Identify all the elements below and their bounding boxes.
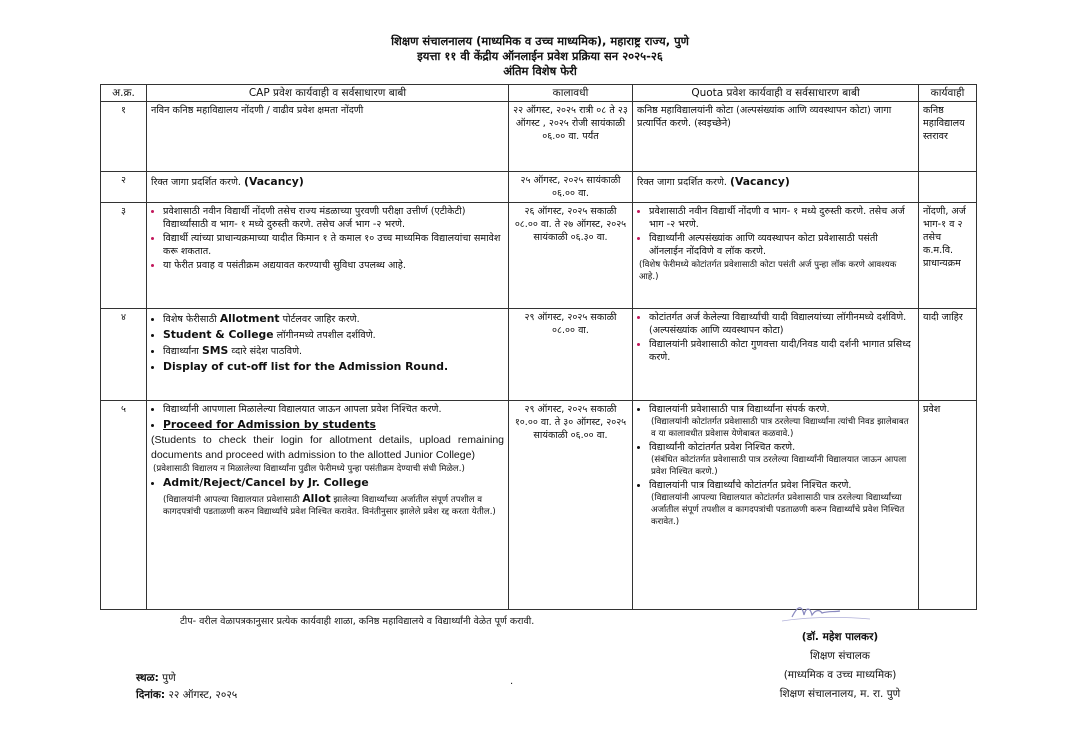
col-header-action: कार्यवाही bbox=[919, 85, 977, 102]
list-item: • विद्यालयांनी प्रवेशासाठी पात्र विद्यार्थ्यांना संपर्क करणे. (विद्यालयांनी कोटांतर्गत प्रवेशासाठी पात्र ठरलेल्या विद्यार्थ्यांना त्यांची निवड झालेबाबत व या कालावधीत प्रवेशास येणेबाबत कळवावे.) bbox=[649, 403, 914, 440]
row-cap bbox=[147, 401, 509, 610]
quota-list bbox=[637, 205, 914, 258]
list-item: • प्रवेशासाठी नवीन विद्यार्थी नोंदणी व भाग- १ मध्ये दुरुस्ती करणे. तसेच अर्ज भाग -२ भरणे. bbox=[649, 205, 914, 231]
list-item: • विद्यार्थी त्यांच्या प्राधान्यक्रमाच्या यादीत किमान १ ते कमाल १० उच्च माध्यमिक विद्यालयांचा समावेश करू शकतात. bbox=[163, 232, 504, 258]
list-item: • या फेरीत प्रवाह व पसंतीक्रम अद्ययावत करण्याची सुविधा उपलब्ध आहे. bbox=[163, 259, 504, 272]
col-header-quota: Quota प्रवेश कार्यवाही व सर्वसाधारण बाबी bbox=[633, 85, 919, 102]
date-line: दिनांक: २२ ऑगस्ट, २०२५ bbox=[136, 689, 238, 701]
cap-list-2 bbox=[151, 475, 504, 490]
quota-list bbox=[637, 403, 914, 528]
row-action bbox=[919, 172, 977, 203]
list-item: • विद्यार्थ्यांनी आपणाला मिळालेल्या विद्यालयात जाऊन आपला प्रवेश निश्चित करणे. bbox=[163, 403, 504, 416]
list-item: • विद्यार्थ्यांनी कोटांतर्गत प्रवेश निश्चित करणे. (संबंधित कोटांतर्गत प्रवेशासाठी पात्र ठरलेल्या विद्यार्थ्यांनी विद्यालयात जाऊन आपला प्रवेश निश्चित करणे.) bbox=[649, 441, 914, 478]
cap-note: (विद्यालयांनी आपल्या विद्यालयात प्रवेशासाठी Allot झालेल्या विद्यार्थ्यांच्या अर्जातील संपूर्ण तपशील व कागदपत्रांची पडताळणी करुन विद्यार्थ्यांचे प्रवेश निश्चित करावेत. विनंतीनुसार झालेले प्रवेश रद्द करता येतील.) bbox=[163, 492, 496, 517]
vacancy-text: रिक्त जागा प्रदर्शित करणे. bbox=[637, 177, 727, 188]
list-item: • विद्यालयांनी पात्र विद्यार्थ्यांचे कोटांतर्गत प्रवेश निश्चित करणे. (विद्यालयांनी आपल्या विद्यालयात कोटांतर्गत प्रवेशासाठी पात्र ठरलेल्या विद्यार्थ्यांच्या अर्जातील संपूर्ण तपशील व कागदपत्रांची पडताळणी करुन विद्यार्थ्यांचे प्रवेश निश्चित करावेत.) bbox=[649, 479, 914, 528]
schedule-table bbox=[100, 84, 977, 610]
row-sr: ३ bbox=[101, 203, 147, 309]
signatory-office: शिक्षण संचालनालय, म. रा. पुणे bbox=[779, 688, 901, 700]
vacancy-text: रिक्त जागा प्रदर्शित करणे. bbox=[151, 177, 241, 188]
col-header-cap: CAP प्रवेश कार्यवाही व सर्वसाधारण बाबी bbox=[147, 85, 509, 102]
row-cap bbox=[147, 203, 509, 309]
signatory-title: शिक्षण संचालक bbox=[810, 650, 870, 662]
row-sr: २ bbox=[101, 172, 147, 203]
table-row bbox=[101, 309, 977, 401]
row-sr: ४ bbox=[101, 309, 147, 401]
list-item: • विद्यार्थ्यांनी अल्पसंख्यांक आणि व्यवस्थापन कोटा प्रवेशासाठी पसंती ऑनलाईन नोंदविणे व लॉक करणे. bbox=[649, 232, 914, 258]
quota-note: (विशेष फेरीमध्ये कोटांतर्गत प्रवेशासाठी कोटा पसंती अर्ज पुन्हा लॉक करणे आवश्यक आहे.) bbox=[639, 260, 897, 282]
row-sr: १ bbox=[101, 102, 147, 172]
center-mark: . bbox=[510, 676, 514, 687]
place-line: स्थळ: पुणे bbox=[136, 672, 176, 684]
row-sr: ५ bbox=[101, 401, 147, 610]
cap-list bbox=[151, 403, 504, 432]
footnote-tip: टीप- वरील वेळापत्रकानुसार प्रत्येक कार्यवाही शाळा, कनिष्ठ महाविद्यालये व विद्यार्थ्यांनी वेळेत पूर्ण करावी. bbox=[180, 616, 535, 627]
header-line-3: अंतिम विशेष फेरी bbox=[503, 64, 577, 78]
row-action: यादी जाहिर bbox=[919, 309, 977, 401]
cap-list bbox=[151, 311, 504, 374]
row-period: २९ ऑगस्ट, २०२५ सकाळी १०.०० वा. ते ३० ऑगस्ट, २०२५ सायंकाळी ०६.०० वा. bbox=[509, 401, 633, 610]
row-period: २२ ऑगस्ट, २०२५ रात्री ०८ ते २३ ऑगस्ट , २०२५ रोजी सायंकाळी ०६.०० वा. पर्यंत bbox=[509, 102, 633, 172]
proceed-heading: Proceed for Admission by students bbox=[163, 418, 376, 431]
row-quota bbox=[633, 203, 919, 309]
signature-block bbox=[730, 628, 950, 704]
row-quota bbox=[633, 401, 919, 610]
list-item bbox=[163, 417, 504, 432]
row-quota: कनिष्ठ महाविद्यालयांनी कोटा (अल्पसंख्यांक आणि व्यवस्थापन कोटा) जागा प्रत्यार्पित करणे. (स्वइच्छेने) bbox=[633, 102, 919, 172]
col-header-period: कालावधी bbox=[509, 85, 633, 102]
table-row bbox=[101, 203, 977, 309]
header-line-1: शिक्षण संचालनालय (माध्यमिक व उच्च माध्यमिक), महाराष्ट्र राज्य, पुणे bbox=[391, 34, 689, 48]
row-cap: नविन कनिष्ठ महाविद्यालय नोंदणी / वाढीव प्रवेश क्षमता नोंदणी bbox=[147, 102, 509, 172]
table-row bbox=[101, 401, 977, 610]
signatory-name: (डॉ. महेश पालकर) bbox=[801, 631, 879, 643]
row-action: नोंदणी, अर्ज भाग-१ व २ तसेच क.म.वि. प्राधान्यक्रम bbox=[919, 203, 977, 309]
vacancy-en: (Vacancy) bbox=[730, 175, 790, 188]
row-action: प्रवेश bbox=[919, 401, 977, 610]
signature-icon bbox=[752, 601, 922, 625]
cap-note: (प्रवेशासाठी विद्यालय न मिळालेल्या विद्यार्थ्यांना पुढील फेरीमध्ये पुन्हा पसंतीक्रम देण्याची संधी मिळेल.) bbox=[153, 464, 465, 474]
row-period: २९ ऑगस्ट, २०२५ सकाळी ०८.०० वा. bbox=[509, 309, 633, 401]
header-line-2: इयत्ता ११ वी केंद्रीय ऑनलाईन प्रवेश प्रक्रिया सन २०२५-२६ bbox=[417, 49, 663, 63]
row-period: २५ ऑगस्ट, २०२५ सायंकाळी ०६.०० वा. bbox=[509, 172, 633, 203]
row-cap bbox=[147, 172, 509, 203]
table-row bbox=[101, 172, 977, 203]
vacancy-en: (Vacancy) bbox=[244, 175, 304, 188]
col-header-sr: अ.क्र. bbox=[101, 85, 147, 102]
list-item: • प्रवेशासाठी नवीन विद्यार्थी नोंदणी तसेच राज्य मंडळाच्या पुरवणी परीक्षा उत्तीर्ण (एटीकेटी) विद्यार्थ्यांसाठी व भाग- १ मध्ये दुरुस्ती करणे. तसेच अर्ज भाग -२ भरणे. bbox=[163, 205, 504, 231]
list-item: • विशेष फेरीसाठी Allotment पोर्टलवर जाहिर करणे. bbox=[163, 311, 504, 326]
table-row bbox=[101, 102, 977, 172]
list-item: • विद्यालयांनी प्रवेशासाठी कोटा गुणवत्ता यादी/निवड यादी दर्शनी भागात प्रसिध्द करणे. bbox=[649, 338, 914, 364]
cap-list bbox=[151, 205, 504, 272]
list-item: • Display of cut-off list for the Admission Round. bbox=[163, 359, 504, 374]
list-item: • कोटांतर्गत अर्ज केलेल्या विद्यार्थ्यांची यादी विद्यालयांच्या लॉगीनमध्ये दर्शविणे. (अल्पसंख्यांक आणि व्यवस्थापन कोटा) bbox=[649, 311, 914, 337]
quota-list bbox=[637, 311, 914, 364]
signatory-dept: (माध्यमिक व उच्च माध्यमिक) bbox=[783, 669, 897, 681]
list-item: • विद्यार्थ्यांना SMS व्दारे संदेश पाठविणे. bbox=[163, 343, 504, 358]
row-quota bbox=[633, 172, 919, 203]
admit-heading: Admit/Reject/Cancel by Jr. College bbox=[163, 476, 369, 489]
table-header-row bbox=[101, 85, 977, 102]
row-cap bbox=[147, 309, 509, 401]
row-action: कनिष्ठ महाविद्यालय स्तरावर bbox=[919, 102, 977, 172]
row-quota bbox=[633, 309, 919, 401]
list-item bbox=[163, 475, 504, 490]
row-period: २६ ऑगस्ट, २०२५ सकाळी ०८.०० वा. ते २७ ऑगस्ट, २०२५ सायंकाळी ०६.३० वा. bbox=[509, 203, 633, 309]
proceed-paragraph: (Students to check their login for allotment details, upload remaining documents and proceed with admission to the allotted Junior College) bbox=[151, 434, 504, 461]
list-item: • Student & College लॉगीनमध्ये तपशील दर्शविणे. bbox=[163, 327, 504, 342]
